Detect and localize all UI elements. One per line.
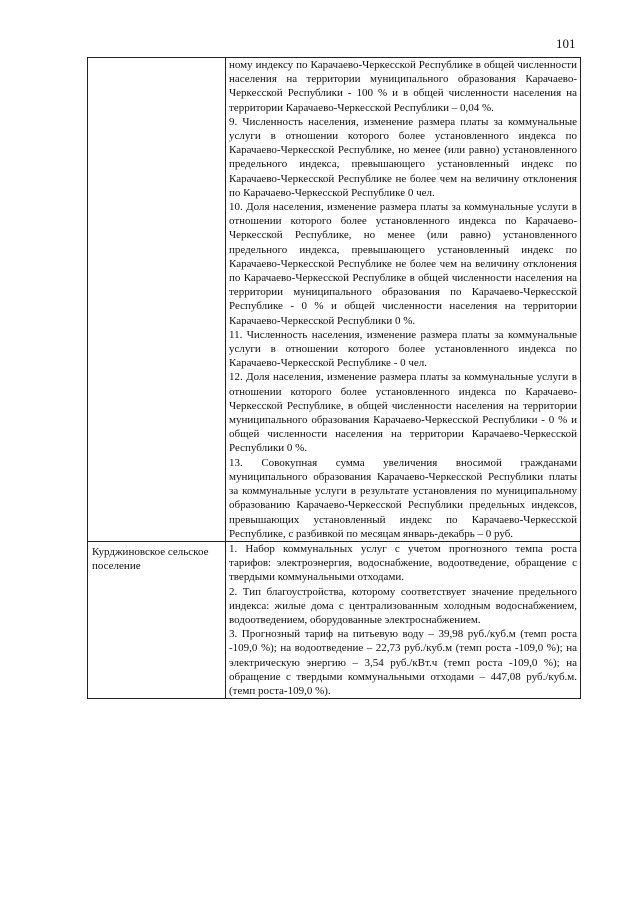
indicator-paragraph: 13. Совокупная сумма увеличения вносимой гражданами муниципального образования Карачаево-Черкесской Республики платы за коммунальные услуги в результате установления по муниципальному образованию Карачаево-Черкесской Республики предельных индексов, превышающих установленный индекс по Карачаево-Черкесской Республике, с разбивкой по месяцам январь-декабрь – 0 руб. xyxy=(229,456,577,540)
indicator-paragraph: 3. Прогнозный тариф на питьевую воду – 39,98 руб./куб.м (темп роста -109,0 %); на водоотведение – 22,73 руб./куб.м (темп роста -109,0 %); на электрическую энергию – 3,54 руб./кВт.ч (темп роста -109,0 %); на обращение с твердыми коммунальными отходами – 447,08 руб./куб.м. (темп роста-109,0 %). xyxy=(229,628,577,697)
table-row xyxy=(88,58,581,542)
indicators-table xyxy=(87,57,581,699)
table-row xyxy=(88,541,581,698)
indicator-paragraph: 10. Доля населения, изменение размера платы за коммунальные услуги в отношении которого более установленного индекса по Карачаево-Черкесской Республике, но менее (или равно) установленного предельного индекса, превышающего установленный индекс по Карачаево-Черкесской Республике не более чем на величину отклонения по Карачаево-Черкесской Республике в общей численности населения на территории муниципального образования по Карачаево-Черкесской Республике - 0 % и общей численности населения на территории Карачаево-Черкесской Республики 0 %. xyxy=(229,201,577,327)
municipality-cell xyxy=(88,58,226,542)
indicators-cell xyxy=(226,541,581,698)
indicator-paragraph: 1. Набор коммунальных услуг с учетом прогнозного темпа роста тарифов: электроэнергия, водоснабжение, водоотведение, обращение с твердыми коммунальными отходами. xyxy=(229,542,577,584)
indicators-cell xyxy=(226,58,581,542)
municipality-label xyxy=(88,58,225,64)
indicator-paragraph: ному индексу по Карачаево-Черкесской Республике в общей численности населения на территории муниципального образования Карачаево-Черкесской Республики - 100 % и в общей численности населения на территории Карачаево-Черкесской Республики – 0,04 %. xyxy=(229,59,577,114)
indicator-paragraph: 2. Тип благоустройства, которому соответствует значение предельного индекса: жилые дома с централизованным холодным водоснабжением, водоотведением, оборудованные электроснабжением. xyxy=(229,585,577,626)
page-number: 101 xyxy=(556,36,576,51)
indicator-paragraph: 9. Численность населения, изменение размера платы за коммунальные услуги в отношении которого более установленного индекса по Карачаево-Черкесской Республике, но менее (или равно) установленного предельного индекса, превышающего установленный индекс по Карачаево-Черкесской Республике не более чем на величину отклонения по Карачаево-Черкесской Республике 0 чел. xyxy=(229,115,577,199)
municipality-label: Курджиновское сельское поселение xyxy=(92,545,209,572)
indicator-paragraph: 12. Доля населения, изменение размера платы за коммунальные услуги в отношении которого более установленного индекса по Карачаево-Черкесской Республике, в общей численности населения на территории муниципального образования Карачаево-Черкесской Республики - 0 % и общей численности населения на территории Карачаево-Черкесской Республики 0 %. xyxy=(229,371,577,455)
municipality-cell xyxy=(88,541,226,698)
indicator-paragraph: 11. Численность населения, изменение размера платы за коммунальные услуги в отношении которого более установленного индекса по Карачаево-Черкесской Республике - 0 чел. xyxy=(229,328,577,370)
